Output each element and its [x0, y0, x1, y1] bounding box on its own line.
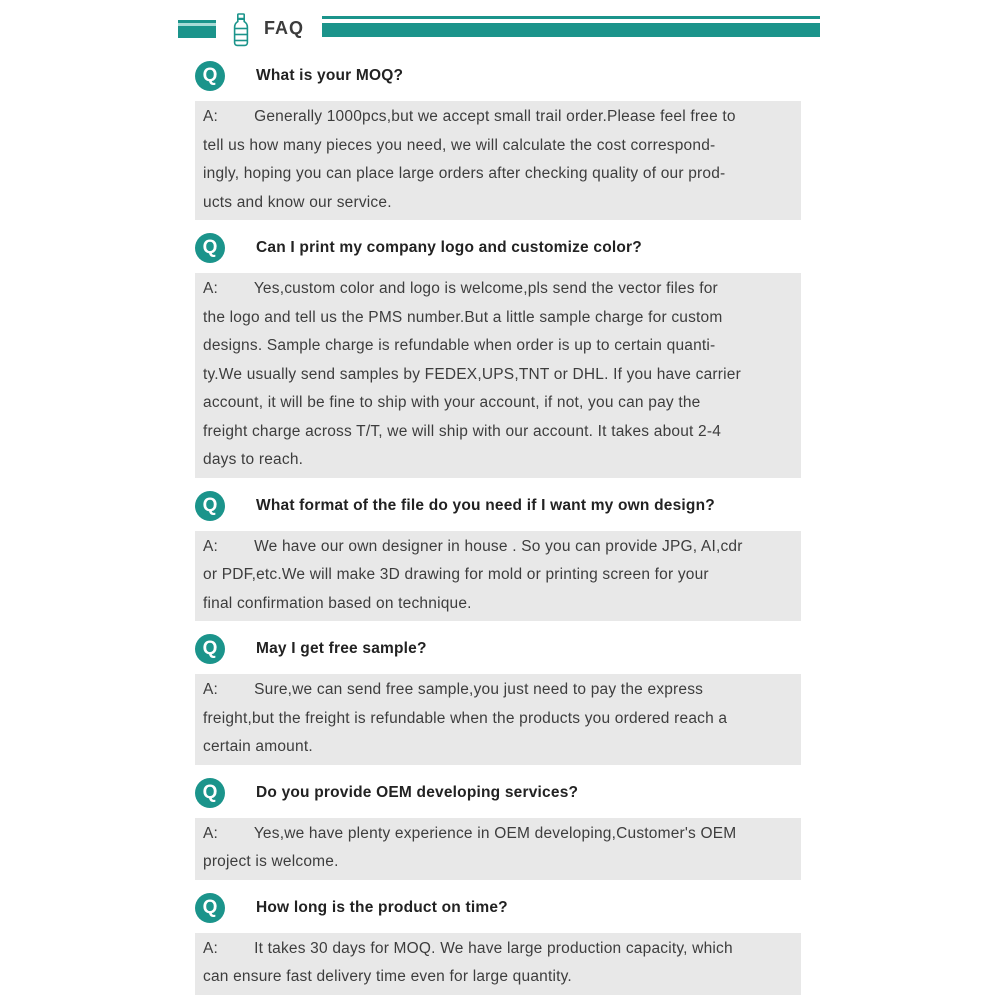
- accent-block-stripe: [178, 23, 216, 26]
- answer-line: tell us how many pieces you need, we will calculate the cost correspond-: [203, 136, 716, 154]
- question-row: [195, 233, 801, 263]
- answer-line: freight charge across T/T, we will ship with our account. It takes about 2-4: [203, 422, 722, 440]
- bottle-icon: [231, 13, 251, 47]
- answer-line: A: Yes,we have plenty experience in OEM developing,Customer's OEM: [203, 824, 737, 842]
- answer-block: [195, 531, 801, 622]
- question-row: [195, 634, 801, 664]
- faq-item: [195, 778, 801, 880]
- q-badge-icon: Q: [195, 233, 225, 263]
- answer-line: can ensure fast delivery time even for large quantity.: [203, 968, 572, 985]
- faq-item: [195, 634, 801, 765]
- accent-bar-thin-line: [322, 16, 820, 19]
- faq-item: [195, 233, 801, 478]
- question-row: [195, 61, 801, 91]
- accent-block: [178, 20, 216, 38]
- question-text: Do you provide OEM developing services?: [256, 783, 579, 801]
- answer-line: A: Generally 1000pcs,but we accept small trail order.Please feel free to: [203, 108, 736, 125]
- faq-item: [195, 61, 801, 220]
- accent-bar: [322, 16, 820, 37]
- answer-line: A: Sure,we can send free sample,you just need to pay the express: [203, 681, 704, 698]
- answer-line: A: We have our own designer in house . So you can provide JPG, AI,cdr: [203, 537, 743, 555]
- answer-line: ucts and know our service.: [203, 193, 392, 211]
- answer-line: or PDF,etc.We will make 3D drawing for mold or printing screen for your: [203, 566, 709, 583]
- answer-line: certain amount.: [203, 738, 313, 755]
- answer-line: project is welcome.: [203, 853, 339, 870]
- answer-block: [195, 933, 801, 995]
- answer-block: [195, 273, 801, 478]
- answer-line: the logo and tell us the PMS number.But a little sample charge for custom: [203, 308, 723, 326]
- q-badge-icon: Q: [195, 634, 225, 664]
- answer-block: [195, 818, 801, 880]
- question-row: [195, 491, 801, 521]
- question-text: What format of the file do you need if I want my own design?: [256, 496, 715, 514]
- answer-line: account, it will be fine to ship with your account, if not, you can pay the: [203, 394, 701, 411]
- faq-list: [195, 61, 801, 1000]
- faq-header: [178, 14, 820, 48]
- answer-line: A: Yes,custom color and logo is welcome,pls send the vector files for: [203, 280, 718, 297]
- q-badge-icon: Q: [195, 61, 225, 91]
- question-text: What is your MOQ?: [256, 67, 404, 84]
- question-text: How long is the product on time?: [256, 898, 508, 916]
- question-text: May I get free sample?: [256, 640, 427, 657]
- answer-block: [195, 674, 801, 765]
- answer-line: designs. Sample charge is refundable when order is up to certain quanti-: [203, 337, 716, 354]
- answer-line: A: It takes 30 days for MOQ. We have large production capacity, which: [203, 939, 733, 957]
- answer-line: days to reach.: [203, 451, 304, 468]
- accent-bar-thick-line: [322, 23, 820, 37]
- faq-item: [195, 893, 801, 995]
- answer-line: final confirmation based on technique.: [203, 594, 472, 612]
- question-row: [195, 778, 801, 808]
- faq-item: [195, 491, 801, 622]
- answer-line: ingly, hoping you can place large orders after checking quality of our prod-: [203, 165, 726, 182]
- faq-page: [0, 14, 1000, 1000]
- q-badge-icon: Q: [195, 893, 225, 923]
- q-badge-icon: Q: [195, 491, 225, 521]
- question-text: Can I print my company logo and customize color?: [256, 239, 642, 256]
- answer-line: freight,but the freight is refundable when the products you ordered reach a: [203, 709, 728, 727]
- answer-line: ty.We usually send samples by FEDEX,UPS,TNT or DHL. If you have carrier: [203, 365, 741, 383]
- answer-block: [195, 101, 801, 220]
- q-badge-icon: Q: [195, 778, 225, 808]
- question-row: [195, 893, 801, 923]
- section-title: FAQ: [264, 18, 305, 38]
